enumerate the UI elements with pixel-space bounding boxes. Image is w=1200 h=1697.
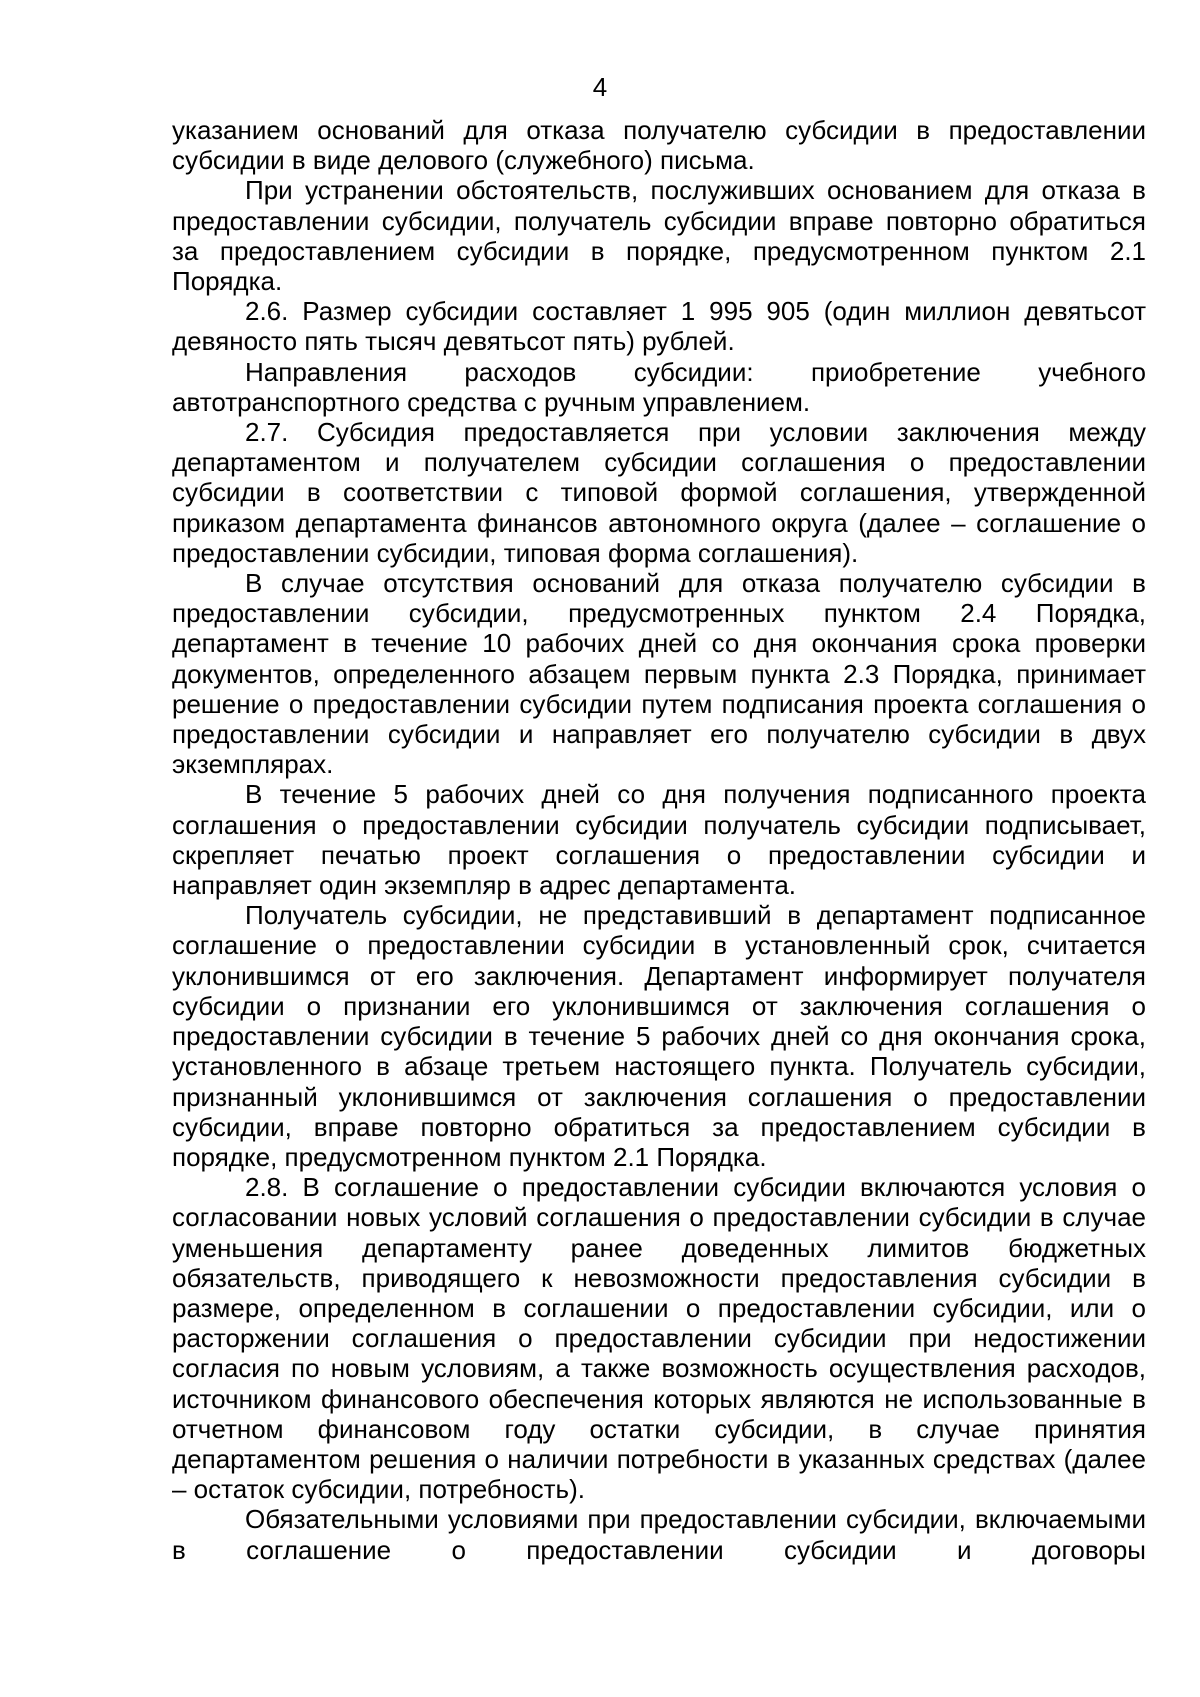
paragraph-3: 2.6. Размер субсидии составляет 1 995 905 (один миллион девятьсот девяносто пять тысяч девятьсот пять) рублей.	[172, 296, 1146, 357]
paragraph-10: Обязательными условиями при предоставлении субсидии, включаемыми в соглашение о предоставлении субсидии и договоры	[172, 1504, 1146, 1565]
paragraph-9: 2.8. В соглашение о предоставлении субсидии включаются условия о согласовании новых условий соглашения о предоставлении субсидии в случае уменьшения департаменту ранее доведенных лимитов бюджетных обязательств, приводящего к невозможности предоставления субсидии в размере, определенном в соглашении о предоставлении субсидии, или о расторжении соглашения о предоставлении субсидии при недостижении согласия по новым условиям, а также возможность осуществления расходов, источником финансового обеспечения которых являются не использованные в отчетном финансовом году остатки субсидии, в случае принятия департаментом решения о наличии потребности в указанных средствах (далее – остаток субсидии, потребность).	[172, 1172, 1146, 1505]
paragraph-4: Направления расходов субсидии: приобретение учебного автотранспортного средства с ручным управлением.	[172, 356, 1146, 417]
paragraph-1: указанием оснований для отказа получателю субсидии в предоставлении субсидии в виде делового (служебного) письма.	[172, 115, 1146, 176]
page-number: 4	[592, 72, 608, 102]
document-body	[172, 115, 1146, 1565]
paragraph-8: Получатель субсидии, не представивший в департамент подписанное соглашение о предоставлении субсидии в установленный срок, считается уклонившимся от его заключения. Департамент информирует получателя субсидии о признании его уклонившимся от заключения соглашения о предоставлении субсидии в течение 5 рабочих дней со дня окончания срока, установленного в абзаце третьем настоящего пункта. Получатель субсидии, признанный уклонившимся от заключения соглашения о предоставлении субсидии, вправе повторно обратиться за предоставлением субсидии в порядке, предусмотренном пунктом 2.1 Порядка.	[172, 900, 1146, 1172]
paragraph-5: 2.7. Субсидия предоставляется при условии заключения между департаментом и получателем субсидии соглашения о предоставлении субсидии в соответствии с типовой формой соглашения, утвержденной приказом департамента финансов автономного округа (далее – соглашение о предоставлении субсидии, типовая форма соглашения).	[172, 417, 1146, 568]
paragraph-6: В случае отсутствия оснований для отказа получателю субсидии в предоставлении субсидии, предусмотренных пунктом 2.4 Порядка, департамент в течение 10 рабочих дней со дня окончания срока проверки документов, определенного абзацем первым пункта 2.3 Порядка, принимает решение о предоставлении субсидии путем подписания проекта соглашения о предоставлении субсидии и направляет его получателю субсидии в двух экземплярах.	[172, 568, 1146, 780]
paragraph-2: При устранении обстоятельств, послуживших основанием для отказа в предоставлении субсидии, получатель субсидии вправе повторно обратиться за предоставлением субсидии в порядке, предусмотренном пунктом 2.1 Порядка.	[172, 175, 1146, 297]
paragraph-7: В течение 5 рабочих дней со дня получения подписанного проекта соглашения о предоставлении субсидии получатель субсидии подписывает, скрепляет печатью проект соглашения о предоставлении субсидии и направляет один экземпляр в адрес департамента.	[172, 779, 1146, 901]
